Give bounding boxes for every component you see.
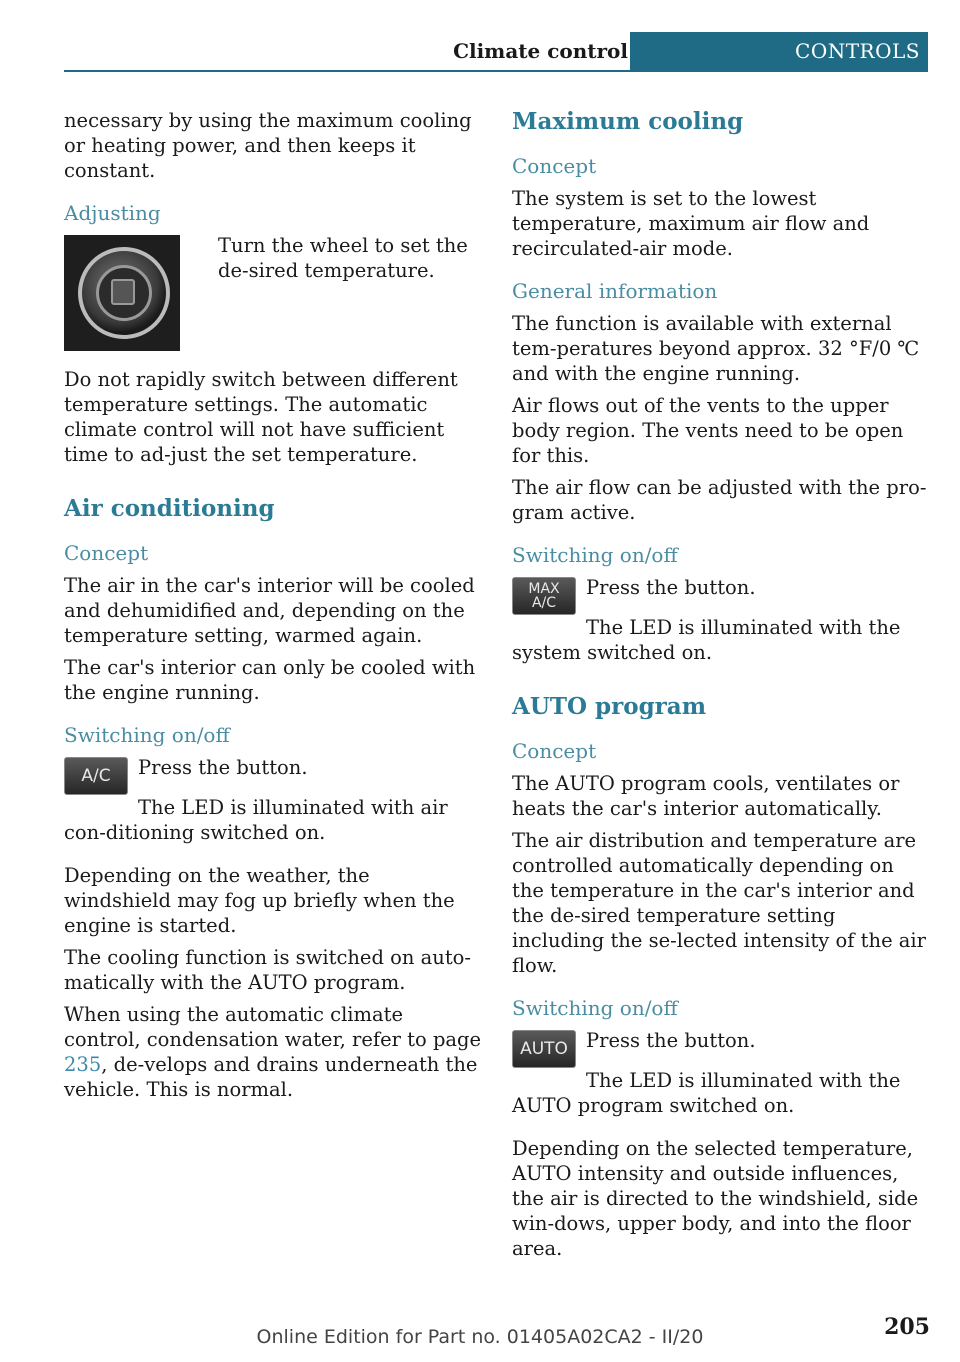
max-press-text: Press the button. bbox=[586, 576, 756, 599]
ac-heading: Air conditioning bbox=[64, 495, 275, 522]
ac-led-text: The LED is illuminated with air con‐ditioning switched on. bbox=[64, 796, 448, 844]
auto-switch-heading: Switching on/off bbox=[512, 996, 678, 1020]
ac-switch-heading: Switching on/off bbox=[64, 723, 230, 747]
max-switch-heading: Switching on/off bbox=[512, 543, 678, 567]
adjusting-row bbox=[64, 233, 482, 351]
footer-edition: Online Edition for Part no. 01405A02CA2 - II/20 bbox=[256, 1326, 704, 1348]
header-divider bbox=[64, 70, 928, 72]
max-general-p2: Air flows out of the vents to the upper body region. The vents need to be open for this. bbox=[512, 394, 904, 467]
ac-concept-p2: The car's interior can only be cooled with the engine running. bbox=[64, 656, 476, 704]
ac-p5: When using the automatic climate control, condensation water, refer to page 235, de‐velops and drains underneath the vehicle. This is normal. bbox=[64, 1003, 482, 1101]
adjusting-note: Do not rapidly switch between different temperature settings. The automatic climate control will not have sufficient time to ad‐just the set temperature. bbox=[64, 368, 458, 466]
max-concept-p: The system is set to the lowest temperature, maximum air flow and recirculated-air mode. bbox=[512, 187, 870, 260]
header-chapter-tab: CONTROLS bbox=[630, 32, 928, 70]
ac-concept-p1: The air in the car's interior will be cooled and dehumidified and, depending on the temperature setting, warmed again. bbox=[64, 574, 475, 647]
max-led-text: The LED is illuminated with the system switched on. bbox=[512, 616, 901, 664]
auto-concept-p2: The air distribution and temperature are controlled automatically depending on the temperature in the car's interior and the de‐sired temperature setting including the se‐lected intensity of the air flow. bbox=[512, 829, 926, 977]
page-reference-link[interactable]: 235 bbox=[64, 1053, 102, 1076]
ac-press-text: Press the button. bbox=[138, 756, 308, 779]
temperature-wheel-image bbox=[64, 235, 180, 351]
max-general-heading: General information bbox=[512, 279, 718, 303]
left-column bbox=[64, 108, 482, 1109]
auto-program-heading: AUTO program bbox=[512, 693, 707, 720]
max-button-row bbox=[512, 575, 930, 615]
adjusting-text: Turn the wheel to set the de‐sired temperature. bbox=[218, 234, 468, 282]
auto-led-text: The LED is illuminated with the AUTO program switched on. bbox=[512, 1069, 901, 1117]
max-ac-button-icon: MAX A/C bbox=[512, 577, 576, 615]
auto-press-text: Press the button. bbox=[586, 1029, 756, 1052]
page-number: 205 bbox=[884, 1314, 930, 1340]
ac-button-icon: A/C bbox=[64, 757, 128, 795]
max-general-p1: The function is available with external tem‐peratures beyond approx. 32 °F/0 ℃ and with the engine running. bbox=[512, 312, 920, 385]
ac-p3: Depending on the weather, the windshield may fog up briefly when the engine is started. bbox=[64, 864, 455, 937]
auto-button-icon: AUTO bbox=[512, 1030, 576, 1068]
ac-p4: The cooling function is switched on auto‐matically with the AUTO program. bbox=[64, 946, 472, 994]
intro-paragraph: necessary by using the maximum cooling or heating power, and then keeps it constant. bbox=[64, 109, 472, 182]
ac-button-row bbox=[64, 755, 482, 795]
auto-button-row bbox=[512, 1028, 930, 1068]
auto-p3: Depending on the selected temperature, AUTO intensity and outside influences, the air is directed to the windshield, side win‐dows, upper body, and into the floor area. bbox=[512, 1137, 919, 1260]
max-concept-heading: Concept bbox=[512, 154, 597, 178]
header-section-title: Climate control bbox=[453, 39, 628, 63]
max-cooling-heading: Maximum cooling bbox=[512, 108, 744, 135]
ac-concept-heading: Concept bbox=[64, 541, 149, 565]
auto-concept-heading: Concept bbox=[512, 739, 597, 763]
adjusting-heading: Adjusting bbox=[64, 201, 161, 225]
auto-concept-p1: The AUTO program cools, ventilates or heats the car's interior automatically. bbox=[512, 772, 900, 820]
right-column bbox=[512, 108, 930, 1268]
max-general-p3: The air flow can be adjusted with the pro‐gram active. bbox=[512, 476, 927, 524]
